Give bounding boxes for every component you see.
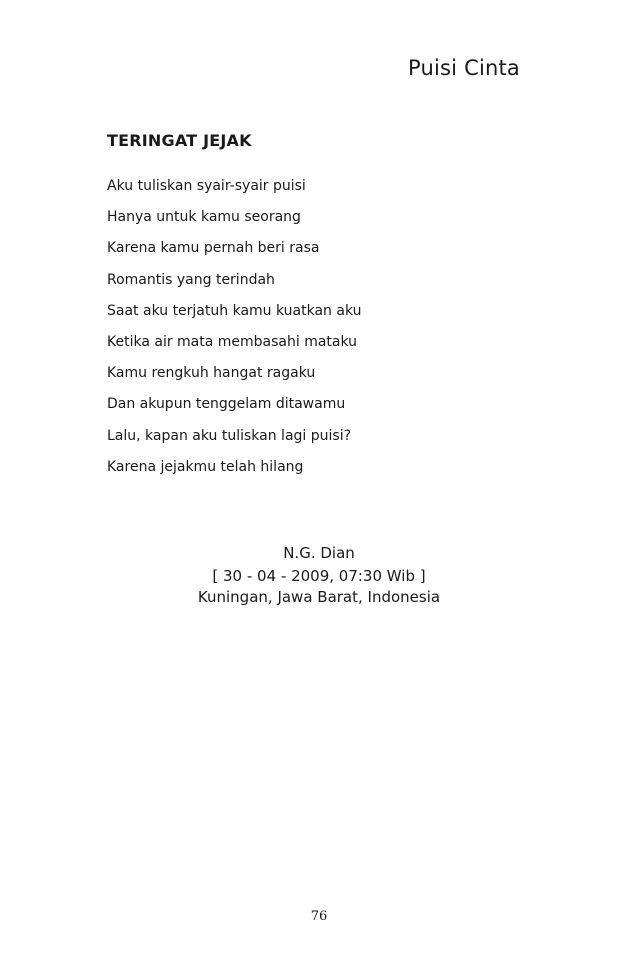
poem-body	[107, 176, 362, 488]
page-number: 76	[310, 909, 328, 924]
poem-title: TERINGAT JEJAK	[107, 131, 252, 150]
poem-line: Hanya untuk kamu seorang	[107, 209, 301, 226]
poem-date: [ 30 - 04 - 2009, 07:30 Wib ]	[212, 567, 426, 585]
poem-line: Aku tuliskan syair-syair puisi	[107, 178, 306, 194]
running-header-title: Puisi Cinta	[408, 56, 520, 80]
poem-place: Kuningan, Jawa Barat, Indonesia	[197, 588, 441, 606]
author-name: N.G. Dian	[283, 544, 355, 562]
poem-line: Kamu rengkuh hangat ragaku	[107, 365, 316, 382]
poem-line: Karena jejakmu telah hilang	[107, 458, 304, 475]
poem-line: Dan akupun tenggelam ditawamu	[107, 396, 346, 413]
poem-line: Romantis yang terindah	[107, 271, 275, 288]
poem-line: Ketika air mata membasahi mataku	[107, 333, 358, 350]
poem-line: Lalu, kapan aku tuliskan lagi puisi?	[107, 427, 352, 444]
poem-line: Saat aku terjatuh kamu kuatkan aku	[107, 302, 362, 319]
poem-line: Karena kamu pernah beri rasa	[107, 240, 320, 257]
signature-block	[0, 540, 638, 608]
